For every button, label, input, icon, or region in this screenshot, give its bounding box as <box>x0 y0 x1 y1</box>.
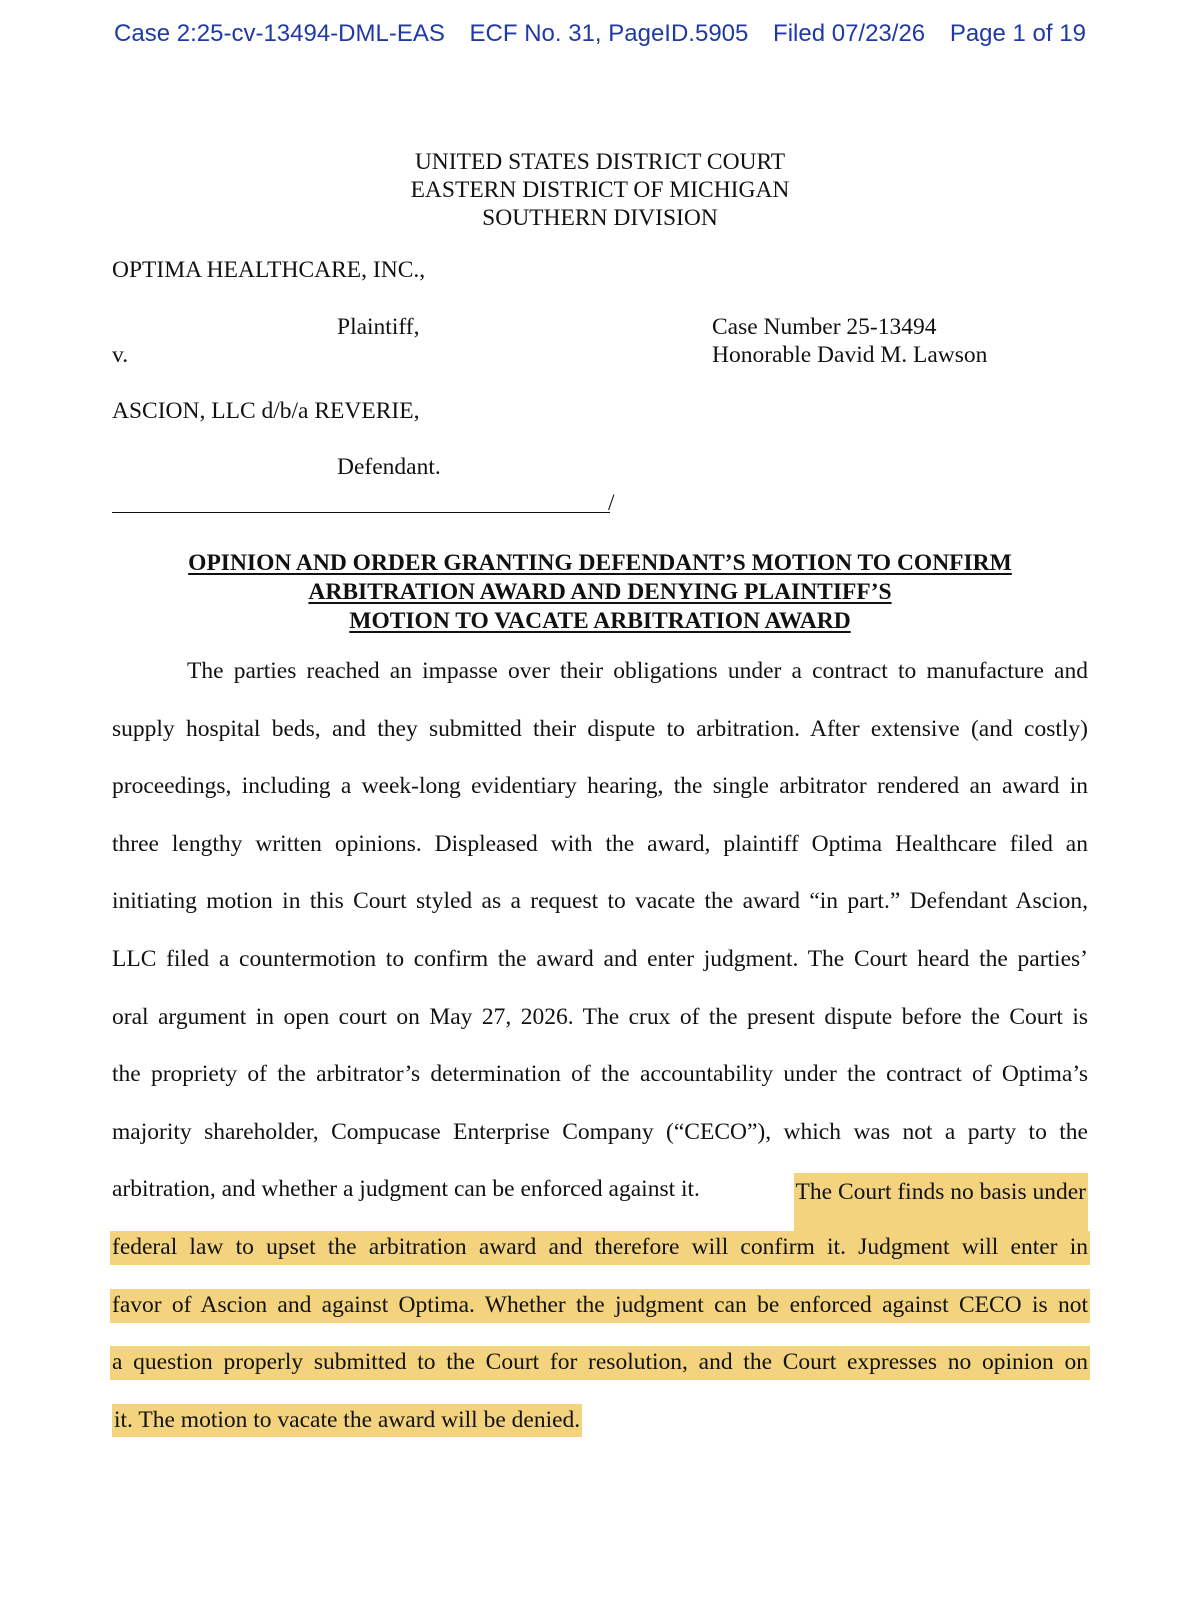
title-line: ARBITRATION AWARD AND DENYING PLAINTIFF’S <box>308 579 892 605</box>
ecf-filed-date: Filed 07/23/26 <box>773 20 926 47</box>
case-number: Case Number 25-13494 <box>712 314 937 340</box>
highlighted-text: The Court finds no basis under <box>794 1173 1088 1231</box>
body-line: oral argument in open court on May 27, 2026. The crux of the present dispute before the Court is <box>112 1003 1088 1030</box>
court-heading <box>0 148 1200 232</box>
plaintiff-name: OPTIMA HEALTHCARE, INC., <box>112 257 426 283</box>
body-line: the propriety of the arbitrator’s determination of the accountability under the contract of Optima’s <box>112 1061 1088 1088</box>
body-line: proceedings, including a week-long evidentiary hearing, the single arbitrator rendered an award in <box>112 773 1088 800</box>
document-title <box>0 549 1200 636</box>
court-division: SOUTHERN DIVISION <box>482 205 718 231</box>
ecf-page-count: Page 1 of 19 <box>949 20 1086 47</box>
highlighted-line: favor of Ascion and against Optima. Whether the judgment can be enforced against CECO is not <box>110 1289 1090 1323</box>
caption-slash: / <box>608 490 615 516</box>
body-text: arbitration, and whether a judgment can be enforced against it. <box>112 1176 700 1203</box>
versus-label: v. <box>112 342 129 368</box>
caption-rule <box>112 512 610 513</box>
defendant-role: Defendant. <box>337 454 441 480</box>
body-line: The parties reached an impasse over their obligations under a contract to manufacture and <box>187 658 1088 684</box>
ecf-document-id: ECF No. 31, PageID.5905 <box>469 20 749 47</box>
defendant-name: ASCION, LLC d/b/a REVERIE, <box>112 398 420 424</box>
body-line: three lengthy written opinions. Displeased with the award, plaintiff Optima Healthcare filed an <box>112 830 1088 857</box>
body-line: majority shareholder, Compucase Enterprise Company (“CECO”), which was not a party to the <box>112 1118 1088 1145</box>
body-line: supply hospital beds, and they submitted their dispute to arbitration. After extensive (and costly) <box>112 715 1088 742</box>
opening-paragraph <box>112 655 1088 1461</box>
court-district: EASTERN DISTRICT OF MICHIGAN <box>410 177 790 203</box>
body-line <box>112 1173 1088 1231</box>
body-line <box>112 1404 1088 1462</box>
body-line: initiating motion in this Court styled as a request to vacate the award “in part.” Defendant Ascion, <box>112 888 1088 915</box>
plaintiff-role: Plaintiff, <box>337 314 420 340</box>
court-name: UNITED STATES DISTRICT COURT <box>414 149 786 175</box>
highlighted-line: federal law to upset the arbitration award and therefore will confirm it. Judgment will enter in <box>110 1231 1090 1265</box>
ecf-case-number: Case 2:25-cv-13494-DML-EAS <box>114 20 445 47</box>
judge-name: Honorable David M. Lawson <box>712 342 988 368</box>
body-line: LLC filed a countermotion to confirm the award and enter judgment. The Court heard the parties’ <box>112 945 1088 972</box>
highlighted-line: a question properly submitted to the Court for resolution, and the Court expresses no opinion on <box>110 1346 1090 1380</box>
ecf-header <box>0 20 1200 48</box>
title-line: OPINION AND ORDER GRANTING DEFENDANT’S MOTION TO CONFIRM <box>188 550 1012 576</box>
highlighted-text: it. The motion to vacate the award will be denied. <box>112 1404 582 1437</box>
title-line: MOTION TO VACATE ARBITRATION AWARD <box>349 608 851 634</box>
